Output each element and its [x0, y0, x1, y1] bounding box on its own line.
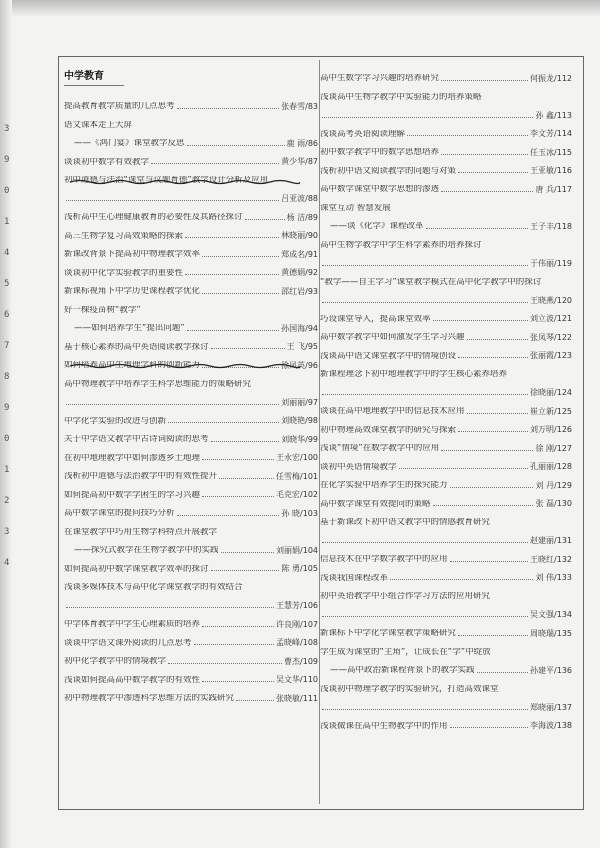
- toc-leader-dots: [211, 441, 280, 442]
- toc-entry-author-page: 曹杰/109: [284, 656, 318, 666]
- toc-leader-dots: [322, 265, 528, 266]
- toc-entry-title: 谈谈初中化学实验教学的重要性: [64, 268, 184, 277]
- toc-entry: [320, 64, 572, 83]
- toc-entry: [64, 444, 318, 463]
- toc-entry: [320, 101, 572, 120]
- toc-entry-title: 浅谈高考英语阅读理解: [320, 129, 406, 138]
- toc-entry-author-page: 崔立新/125: [530, 406, 572, 416]
- toc-entry-author-page: 徐凤英/96: [281, 360, 318, 370]
- toc-entry-author-page: 黄德娟/92: [281, 268, 318, 277]
- toc-leader-dots: [390, 579, 533, 580]
- toc-entry-author-page: 刘 丹/129: [535, 480, 572, 490]
- toc-entry-title: 谈谈初中数学有效教学: [64, 157, 150, 166]
- toc-entry-author-page: 张 磊/130: [535, 499, 572, 508]
- toc-leader-dots: [202, 256, 279, 257]
- toc-entry: [64, 592, 318, 611]
- toc-leader-dots: [177, 515, 280, 516]
- toc-entry-title: 初中物理高效课堂教学的研究与探索: [320, 425, 457, 434]
- toc-entry-author-page: 刘立波/121: [530, 314, 572, 323]
- toc-leader-dots: [185, 274, 279, 275]
- toc-entry: [320, 286, 572, 305]
- toc-entry-title: 课堂互动 智慧发展: [320, 203, 391, 212]
- toc-leader-dots: [202, 293, 279, 294]
- toc-entry-title: 巧设课堂导入，提高课堂效率: [320, 314, 431, 323]
- margin-mark: 4: [4, 558, 10, 568]
- toc-entry-author-page: 刘晓艳/98: [281, 416, 318, 425]
- toc-entry-title: 新课标视角下中学历史课程教学优化: [64, 287, 201, 296]
- toc-entry: [64, 148, 318, 167]
- toc-entry-title: 关于中学语文教学中古诗词阅读的思考: [64, 435, 209, 444]
- margin-mark: 3: [4, 124, 10, 134]
- toc-entry: [320, 564, 572, 583]
- toc-entry: [64, 240, 318, 259]
- toc-entry-title: 浅谈如何提高高中数学教学的有效性: [64, 675, 201, 684]
- toc-entry-author-page: 吕亚波/88: [281, 194, 318, 203]
- toc-entry: [64, 555, 318, 574]
- toc-entry-title: 提高教育教学质量的几点思考: [64, 102, 175, 111]
- toc-entry-title: 在课堂教学中巧用生物学科特点开展教学: [64, 527, 218, 536]
- toc-leader-dots: [441, 80, 528, 81]
- toc-entry-title: 基于核心素养的高中英语阅读教学探讨: [64, 342, 209, 351]
- toc-leader-dots: [187, 145, 285, 146]
- toc-entry-author-page: 何振龙/112: [530, 73, 572, 83]
- toc-entry-title: 浅谈初中物理学教学的实验研究，打造高效课堂: [320, 684, 499, 693]
- toc-entry-title: 高中物理教学中培养学生科学思维能力的策略研究: [64, 379, 252, 388]
- toc-leader-dots: [168, 663, 282, 664]
- toc-entry-title: 语文课本走上大屏: [64, 120, 133, 129]
- toc-entry-title: 如何培养高中生地理学科的创新能力: [64, 361, 201, 370]
- toc-entry: [64, 647, 318, 666]
- toc-entry-author-page: 周晓瑞/135: [530, 628, 572, 638]
- margin-mark: 7: [4, 341, 10, 351]
- toc-leader-dots: [450, 561, 529, 562]
- toc-entry-title: 初中化学教学中的情境教学: [64, 657, 167, 666]
- toc-leader-dots: [467, 413, 529, 414]
- toc-entry-title: 基于新课改下初中语文教学中的情感教育研究: [320, 518, 491, 527]
- toc-entry: [320, 231, 572, 250]
- toc-entry-title: ——《鸿门宴》课堂教学反思: [74, 139, 185, 148]
- toc-entry-author-page: 张春雪/83: [281, 101, 318, 111]
- toc-entry-title: 在化学实验中培养学生的探究能力: [320, 481, 448, 490]
- toc-entry-author-page: 王子丰/118: [530, 221, 572, 231]
- toc-entry: [64, 518, 318, 537]
- toc-entry-title: 新课改背景下提高初中物理教学效率: [64, 250, 201, 259]
- toc-entry-title: 高中数学课堂的提问技巧分析: [64, 509, 175, 518]
- toc-entry-title: 高中数学教学中如何激发学生学习兴趣: [320, 333, 465, 342]
- toc-entry: [64, 203, 318, 222]
- toc-entry-author-page: 徐晓丽/124: [530, 388, 572, 397]
- toc-entry: [64, 314, 318, 333]
- toc-leader-dots: [458, 357, 528, 358]
- toc-leader-dots: [458, 635, 528, 636]
- toc-leader-dots: [245, 219, 285, 220]
- margin-marks: [4, 0, 22, 848]
- toc-entry: [64, 684, 318, 703]
- toc-entry: [64, 666, 318, 685]
- toc-entry: [64, 277, 318, 296]
- toc-entry-title: ——探究式教学在生物学教学中的实践: [74, 546, 219, 555]
- margin-mark: 8: [4, 372, 10, 382]
- toc-entry: [320, 638, 572, 657]
- toc-entry: [320, 453, 572, 472]
- toc-entry-title: 如何提高初中数学学困生的学习兴趣: [64, 490, 201, 499]
- toc-entry: [320, 656, 572, 675]
- toc-entry: [64, 296, 318, 315]
- toc-entry-title: 浅谈我国课程改革: [320, 573, 389, 582]
- toc-entry-author-page: 王晓红/132: [530, 554, 572, 564]
- toc-leader-dots: [185, 237, 279, 238]
- toc-entry: [320, 490, 572, 509]
- toc-leader-dots: [151, 163, 279, 164]
- toc-entry: [64, 388, 318, 407]
- margin-mark: 9: [4, 155, 10, 165]
- toc-entry: [320, 194, 572, 213]
- toc-entry-author-page: 毛克宏/102: [276, 490, 318, 499]
- margin-mark: 3: [4, 527, 10, 537]
- toc-entry-title: 初中道德与法治“课堂与议题育德”教学设计分析及应用: [64, 176, 269, 185]
- toc-entry-author-page: 刘晓华/99: [281, 434, 318, 444]
- toc-entry-author-page: 刘万明/126: [530, 425, 572, 434]
- toc-leader-dots: [236, 700, 274, 701]
- toc-entry: [320, 675, 572, 694]
- toc-entry-title: 高中数学课堂中数学思想的渗透: [320, 185, 440, 194]
- toc-entry-title: ——高中政治新课程背景下的教学实践: [330, 666, 475, 675]
- margin-mark: 2: [4, 496, 10, 506]
- toc-entry-author-page: 孟晓峰/108: [276, 638, 318, 647]
- toc-entry-author-page: 王晓燕/120: [530, 295, 572, 305]
- toc-entry: [320, 397, 572, 416]
- toc-entry-author-page: 张凤琴/122: [530, 332, 572, 342]
- toc-entry-title: 浅谈高中生物学教学中实验能力的培养策略: [320, 92, 482, 101]
- margin-mark: 0: [4, 186, 10, 196]
- toc-entry: [64, 129, 318, 148]
- toc-entry-author-page: 赵建丽/131: [530, 536, 572, 545]
- toc-entry-author-page: 王 飞/95: [286, 342, 318, 351]
- toc-entry-title: 浅谈“情境”在数学教学中的应用: [320, 444, 440, 453]
- toc-entry-title: 浅谈微课在高中生物教学中的作用: [320, 721, 448, 730]
- toc-leader-dots: [219, 478, 274, 479]
- toc-entry-author-page: 邵红岩/93: [281, 286, 318, 296]
- toc-entry: [320, 83, 572, 102]
- toc-entry-title: ——谈《化学》课程改革: [330, 222, 424, 231]
- toc-entry-author-page: 林晓丽/90: [281, 231, 318, 240]
- toc-entry-author-page: 孙国海/94: [281, 323, 318, 333]
- toc-entry: [64, 333, 318, 352]
- toc-entry-title: 学生成为课堂的“主角”，让成长在“学”中绽放: [320, 647, 491, 656]
- toc-entry-title: 浅析初中道德与法治教学中的有效性提升: [64, 472, 218, 481]
- toc-entry: [320, 212, 572, 231]
- toc-entry: [320, 416, 572, 435]
- toc-leader-dots: [458, 172, 528, 173]
- contents-right-column: [320, 64, 572, 730]
- toc-leader-dots: [211, 348, 285, 349]
- toc-entry: [320, 268, 572, 287]
- contents-left-column: [64, 64, 318, 703]
- toc-entry-title: 中学化学实验的改进与创新: [64, 416, 167, 425]
- margin-mark: 1: [4, 217, 10, 227]
- toc-entry-author-page: 王永宏/100: [276, 453, 318, 462]
- toc-leader-dots: [168, 422, 279, 423]
- toc-entry-title: 浅析高中生心理健康教育的必要性及其路径探讨: [64, 213, 243, 222]
- toc-entry-title: 高中生物学教学中学生科学素养的培养探讨: [320, 240, 482, 249]
- toc-entry: [320, 249, 572, 268]
- margin-mark: 5: [4, 279, 10, 289]
- toc-leader-dots: [211, 570, 280, 571]
- toc-leader-dots: [426, 228, 529, 229]
- toc-leader-dots: [458, 431, 528, 432]
- toc-entry: [64, 573, 318, 592]
- toc-entry: [320, 508, 572, 527]
- toc-leader-dots: [450, 487, 534, 488]
- toc-entry-title: 浅谈高中语文课堂教学中的情境创设: [320, 351, 457, 360]
- toc-entry-title: 初中数学教学中的数学思想培养: [320, 148, 440, 157]
- toc-entry-author-page: 鹿 雨/86: [286, 138, 318, 148]
- handwritten-underline: [70, 363, 300, 369]
- toc-entry: [320, 693, 572, 712]
- toc-entry: [320, 471, 572, 490]
- toc-entry: [320, 619, 572, 638]
- toc-entry-title: “教学——自主学习”课堂教学模式在高中化学教学中的探讨: [320, 277, 542, 286]
- section-title: 中学教育: [64, 72, 124, 86]
- toc-entry: [320, 342, 572, 361]
- toc-entry: [320, 120, 572, 139]
- toc-entry-author-page: 于伟丽/119: [530, 258, 572, 268]
- toc-entry-title: 新课程理念下初中地理教学中的学生核心素养培养: [320, 370, 508, 379]
- toc-entry: [64, 185, 318, 204]
- toc-entry-author-page: 孙 晓/103: [281, 508, 318, 518]
- toc-entry: [320, 434, 572, 453]
- toc-leader-dots: [322, 542, 528, 543]
- toc-leader-dots: [399, 468, 529, 469]
- toc-entry: [64, 629, 318, 648]
- scan-top-shadow: [0, 0, 600, 16]
- toc-leader-dots: [467, 339, 529, 340]
- toc-leader-dots: [322, 709, 528, 710]
- toc-entry-author-page: 李文芳/114: [530, 129, 572, 138]
- toc-entry-title: ——如何培养学生“提出问题”: [74, 324, 185, 333]
- toc-entry: [320, 157, 572, 176]
- toc-entry-title: 高中生数学学习兴趣的培养研究: [320, 74, 440, 83]
- toc-entry: [64, 610, 318, 629]
- toc-entry-author-page: 刘丽娟/104: [276, 545, 318, 555]
- margin-mark: 0: [4, 434, 10, 444]
- toc-entry-author-page: 郑成名/91: [281, 249, 318, 259]
- toc-leader-dots: [322, 394, 528, 395]
- toc-entry-title: 谈谈中学语文课外阅读的几点思考: [64, 638, 192, 647]
- toc-entry-author-page: 孙 鑫/113: [535, 110, 572, 120]
- toc-leader-dots: [441, 191, 533, 192]
- toc-leader-dots: [322, 117, 533, 118]
- toc-entry-title: 谈谈在高中地理教学中的信息技术应用: [320, 407, 465, 416]
- toc-entry: [320, 360, 572, 379]
- toc-entry: [64, 111, 318, 130]
- toc-entry-title: 初中物理教学中渗透科学思维方法的实践研究: [64, 694, 235, 703]
- handwritten-underline: [70, 179, 300, 185]
- toc-entry: [64, 92, 318, 111]
- toc-leader-dots: [322, 616, 528, 617]
- toc-leader-dots: [441, 154, 528, 155]
- toc-leader-dots: [194, 644, 275, 645]
- toc-entry-author-page: 李海波/138: [530, 721, 572, 730]
- toc-entry: [64, 222, 318, 241]
- toc-entry: [320, 175, 572, 194]
- toc-leader-dots: [441, 450, 533, 451]
- toc-leader-dots: [477, 672, 529, 673]
- toc-entry-author-page: 孔丽丽/128: [530, 462, 572, 471]
- toc-entry: [320, 545, 572, 564]
- toc-entry: [320, 601, 572, 620]
- toc-entry: [64, 481, 318, 500]
- toc-leader-dots: [433, 505, 534, 506]
- toc-entry: [320, 712, 572, 731]
- toc-entry-author-page: 任雪梅/101: [276, 471, 318, 481]
- toc-leader-dots: [322, 302, 528, 303]
- toc-entry: [320, 582, 572, 601]
- toc-entry-author-page: 张丽霞/123: [530, 351, 572, 360]
- toc-leader-dots: [187, 330, 279, 331]
- toc-leader-dots: [202, 626, 274, 627]
- toc-leader-dots: [433, 320, 529, 321]
- toc-entry-author-page: 王慧芳/106: [276, 601, 318, 610]
- toc-entry: [320, 138, 572, 157]
- toc-entry-author-page: 徐 刚/127: [535, 443, 572, 453]
- toc-entry-title: 好一棵疫苗树“教学”: [64, 305, 141, 314]
- margin-mark: 6: [4, 310, 10, 320]
- toc-entry-title: 信息技术在中学数学教学中的应用: [320, 555, 448, 564]
- toc-entry: [320, 305, 572, 324]
- toc-leader-dots: [202, 681, 274, 682]
- margin-mark: 1: [4, 465, 10, 475]
- toc-entry-author-page: 郑晓丽/137: [530, 702, 572, 712]
- toc-entry: [320, 323, 572, 342]
- toc-entry-title: 谈初中英语情境教学: [320, 462, 397, 471]
- toc-entry-title: 高中数学课堂有效提问的策略: [320, 499, 431, 508]
- toc-leader-dots: [450, 727, 529, 728]
- toc-entry: [320, 379, 572, 398]
- toc-entry-author-page: 陈 勇/105: [281, 564, 318, 573]
- margin-mark: 4: [4, 248, 10, 258]
- toc-entry-title: 浅谈多媒体技术与高中化学课堂教学的有效结合: [64, 583, 243, 592]
- toc-entry-author-page: 张晓敏/111: [276, 693, 318, 703]
- toc-entry-author-page: 杨 洁/89: [286, 212, 318, 222]
- toc-entry-author-page: 刘 伟/133: [535, 573, 572, 582]
- toc-entry-title: 中学体育教学中学生心理素质的培养: [64, 620, 201, 629]
- toc-entry-author-page: 任玉冰/115: [530, 147, 572, 157]
- toc-entry-author-page: 吴文强/134: [530, 610, 572, 619]
- toc-leader-dots: [177, 108, 280, 109]
- toc-entry: [320, 527, 572, 546]
- toc-entry-author-page: 黄少华/87: [281, 157, 318, 166]
- toc-entry-author-page: 唐 兵/117: [535, 184, 572, 194]
- toc-leader-dots: [221, 552, 275, 553]
- toc-entry: [64, 407, 318, 426]
- toc-entry: [64, 536, 318, 555]
- margin-mark: 9: [4, 403, 10, 413]
- toc-leader-dots: [202, 496, 274, 497]
- toc-entry: [64, 259, 318, 278]
- toc-entry-author-page: 吴文华/110: [276, 675, 318, 684]
- toc-leader-dots: [66, 607, 274, 608]
- toc-entry-title: 如何提高初中数学课堂教学效率的探讨: [64, 564, 209, 573]
- toc-entry-author-page: 孙建平/136: [530, 665, 572, 675]
- toc-entry: [64, 370, 318, 389]
- toc-entry: [64, 462, 318, 481]
- toc-leader-dots: [202, 459, 274, 460]
- toc-entry-title: 在初中地理教学中如何渗透乡土地理: [64, 453, 201, 462]
- toc-leader-dots: [407, 135, 528, 136]
- toc-entry: [64, 499, 318, 518]
- toc-entry-author-page: 刘丽丽/97: [281, 397, 318, 407]
- toc-entry-title: 新课标下中学化学课堂教学策略研究: [320, 629, 457, 638]
- toc-entry-title: 初中英语教学中小组合作学习方法的应用研究: [320, 592, 491, 601]
- toc-entry: [64, 425, 318, 444]
- toc-entry-author-page: 许良刚/107: [276, 619, 318, 629]
- toc-entry-title: 浅析初中语文阅读教学的问题与对策: [320, 166, 457, 175]
- toc-leader-dots: [66, 200, 279, 201]
- toc-entry-author-page: 王亚敏/116: [530, 166, 572, 175]
- toc-leader-dots: [66, 404, 279, 405]
- toc-entry-title: 高三生物学复习高效策略的探索: [64, 231, 184, 240]
